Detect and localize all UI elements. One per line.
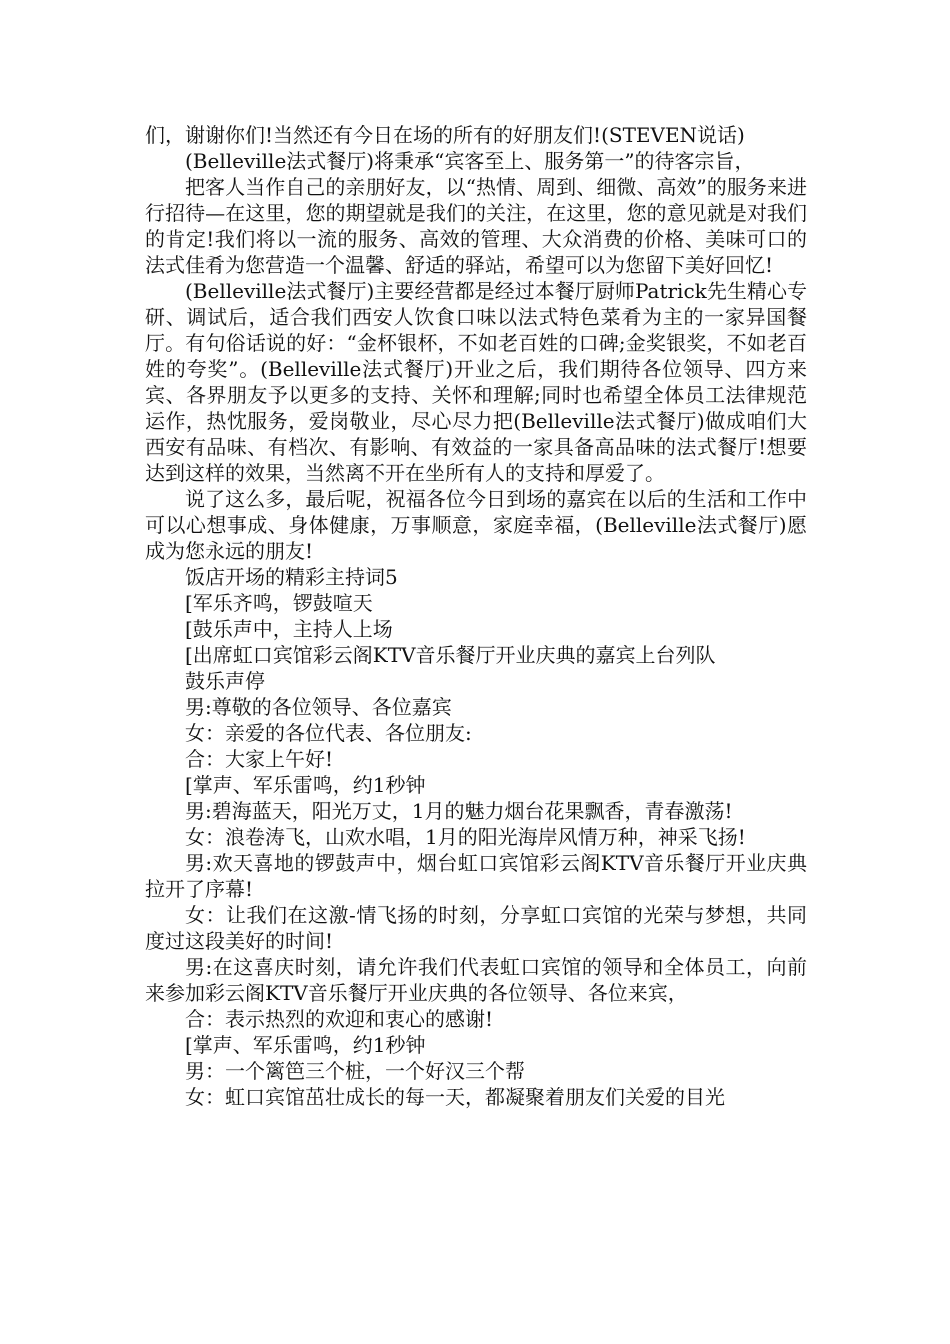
dialogue-line: 合：表示热烈的欢迎和衷心的感谢! [185,1007,494,1031]
paragraph: 说了这么多，最后呢，祝福各位今日到场的嘉宾在以后的生活和工作中可以心想事成、身体健康，万事顺意，家庭幸福，(Belleville法式餐厅)愿成为您永远的朋友! [145,487,807,563]
dialogue-line: 男:在这喜庆时刻，请允许我们代表虹口宾馆的领导和全体员工，向前来参加彩云阁KTV音乐餐厅开业庆典的各位领导、各位来宾， [145,955,807,1005]
dialogue-line: 男：一个篱笆三个桩，一个好汉三个帮 [185,1059,525,1083]
dialogue-line: 男:尊敬的各位领导、各位嘉宾 [185,695,452,719]
paragraph: 把客人当作自己的亲朋好友，以“热情、周到、细微、高效”的服务来进行招待—在这里，您的期望就是我们的关注，在这里，您的意见就是对我们的肯定!我们将以一流的服务、高效的管理、大众消费的价格、美味可口的法式佳肴为您营造一个温馨、舒适的驿站，希望可以为您留下美好回忆! [145,175,807,277]
dialogue-line: 女：浪卷涛飞，山欢水唱，1月的阳光海岸风情万种，神采飞扬! [185,825,746,849]
paragraph: 们，谢谢你们!当然还有今日在场的所有的好朋友们!(STEVEN说话) [145,123,745,147]
stage-direction: [鼓乐声中，主持人上场 [185,617,393,641]
dialogue-line: 女：让我们在这激-情飞扬的时刻，分享虹口宾馆的光荣与梦想，共同度过这段美好的时间! [145,903,807,953]
section-heading: 饭店开场的精彩主持词5 [185,565,398,589]
stage-direction: [军乐齐鸣，锣鼓喧天 [185,591,373,615]
stage-direction: 鼓乐声停 [185,669,265,693]
dialogue-line: 女：虹口宾馆茁壮成长的每一天，都凝聚着朋友们关爱的目光 [185,1085,725,1109]
dialogue-line: 合：大家上午好! [185,747,334,771]
stage-direction: [掌声、军乐雷鸣，约1秒钟 [185,1033,426,1057]
dialogue-line: 女：亲爱的各位代表、各位朋友: [185,721,472,745]
stage-direction: [出席虹口宾馆彩云阁KTV音乐餐厅开业庆典的嘉宾上台列队 [185,643,716,667]
document-page [145,122,807,1110]
paragraph: (Belleville法式餐厅)将秉承“宾客至上、服务第一”的待客宗旨， [185,149,755,173]
stage-direction: [掌声、军乐雷鸣，约1秒钟 [185,773,426,797]
paragraph: (Belleville法式餐厅)主要经营都是经过本餐厅厨师Patrick先生精心专研、调试后，适合我们西安人饮食口味以法式特色菜肴为主的一家异国餐厅。有句俗话说的好：“金杯银杯，不如老百姓的口碑;金奖银奖，不如老百姓的夸奖”。(Belleville法式餐厅)开业之后，我们期待各位领导、四方来宾、各界朋友予以更多的支持、关怀和理解;同时也希望全体员工法律规范运作，热忱服务，爱岗敬业，尽心尽力把(Belleville法式餐厅)做成咱们大西安有品味、有档次、有影响、有效益的一家具备高品味的法式餐厅!想要达到这样的效果，当然离不开在坐所有人的支持和厚爱了。 [145,279,807,485]
dialogue-line: 男:欢天喜地的锣鼓声中，烟台虹口宾馆彩云阁KTV音乐餐厅开业庆典拉开了序幕! [145,851,807,901]
dialogue-line: 男:碧海蓝天，阳光万丈，1月的魅力烟台花果飘香，青春激荡! [185,799,733,823]
